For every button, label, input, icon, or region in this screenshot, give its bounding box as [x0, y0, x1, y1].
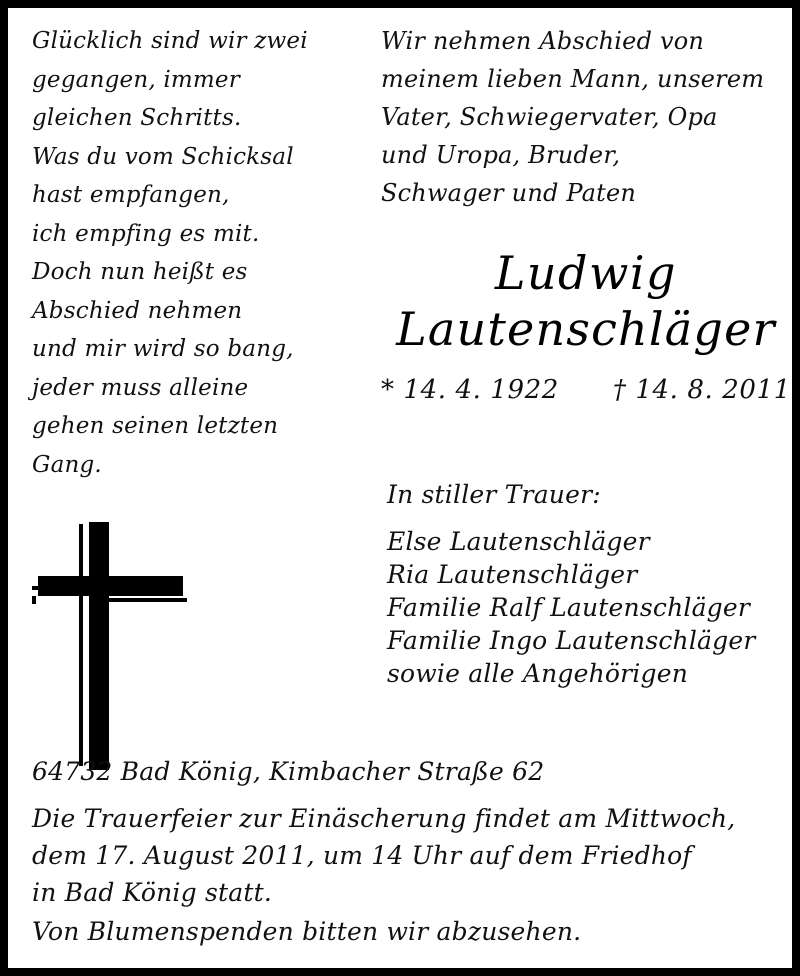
cross-container	[32, 514, 282, 774]
poem-line: Doch nun heißt es	[32, 259, 248, 285]
deceased-name-block	[381, 246, 791, 358]
announcement-text	[381, 22, 791, 212]
poem-line: gegangen, immer	[32, 66, 240, 93]
poem-line: Abschied nehmen	[32, 297, 243, 324]
mourners-title: In stiller Trauer:	[387, 480, 601, 509]
deceased-last-name: Lautenschläger	[396, 302, 776, 356]
poem-line: Was du vom Schicksal	[32, 143, 294, 170]
upper-columns	[24, 22, 791, 744]
service-line: dem 17. August 2011, um 14 Uhr auf dem Friedhof	[32, 841, 692, 870]
poem-line: hast empfangen,	[32, 182, 230, 208]
announcement-line: und Uropa, Bruder,	[381, 141, 621, 169]
footer-block	[32, 753, 774, 950]
mourner-name: sowie alle Angehörigen	[387, 659, 689, 688]
mourner-name: Familie Ingo Lautenschläger	[387, 626, 756, 655]
poem-line: jeder muss alleine	[32, 374, 249, 401]
life-dates	[381, 374, 791, 406]
announcement-line: Wir nehmen Abschied von	[381, 27, 705, 55]
mourner-name: Else Lautenschläger	[387, 527, 650, 556]
poem-line: Gang.	[32, 451, 102, 478]
service-line: Die Trauerfeier zur Einäscherung findet am Mittwoch,	[32, 804, 736, 833]
deceased-first-name: Ludwig	[494, 246, 677, 300]
service-line: in Bad König statt.	[32, 878, 272, 907]
mourner-name: Familie Ralf Lautenschläger	[387, 593, 751, 622]
address-line: 64732 Bad König, Kimbacher Straße 62	[32, 757, 545, 786]
service-details	[32, 800, 774, 911]
announcement-line: Schwager und Paten	[381, 179, 637, 207]
poem-line: gehen seinen letzten	[32, 413, 279, 439]
poem-line: Glücklich sind wir zwei	[32, 28, 308, 54]
birth-date: * 14. 4. 1922	[381, 375, 559, 405]
christian-cross-icon	[32, 514, 282, 774]
mourner-name: Ria Lautenschläger	[387, 560, 638, 589]
memorial-poem	[32, 22, 369, 484]
poem-line: ich empfing es mit.	[32, 220, 260, 247]
left-column	[24, 22, 369, 774]
notice-inner	[8, 8, 792, 968]
flowers-note: Von Blumenspenden bitten wir abzusehen.	[32, 917, 582, 946]
poem-line: gleichen Schritts.	[32, 105, 242, 131]
right-column	[369, 22, 791, 690]
announcement-line: Vater, Schwiegervater, Opa	[381, 103, 718, 131]
mourners-block	[381, 478, 791, 690]
announcement-line: meinem lieben Mann, unserem	[381, 65, 765, 93]
poem-line: und mir wird so bang,	[32, 336, 294, 362]
death-date: † 14. 8. 2011	[612, 375, 791, 405]
